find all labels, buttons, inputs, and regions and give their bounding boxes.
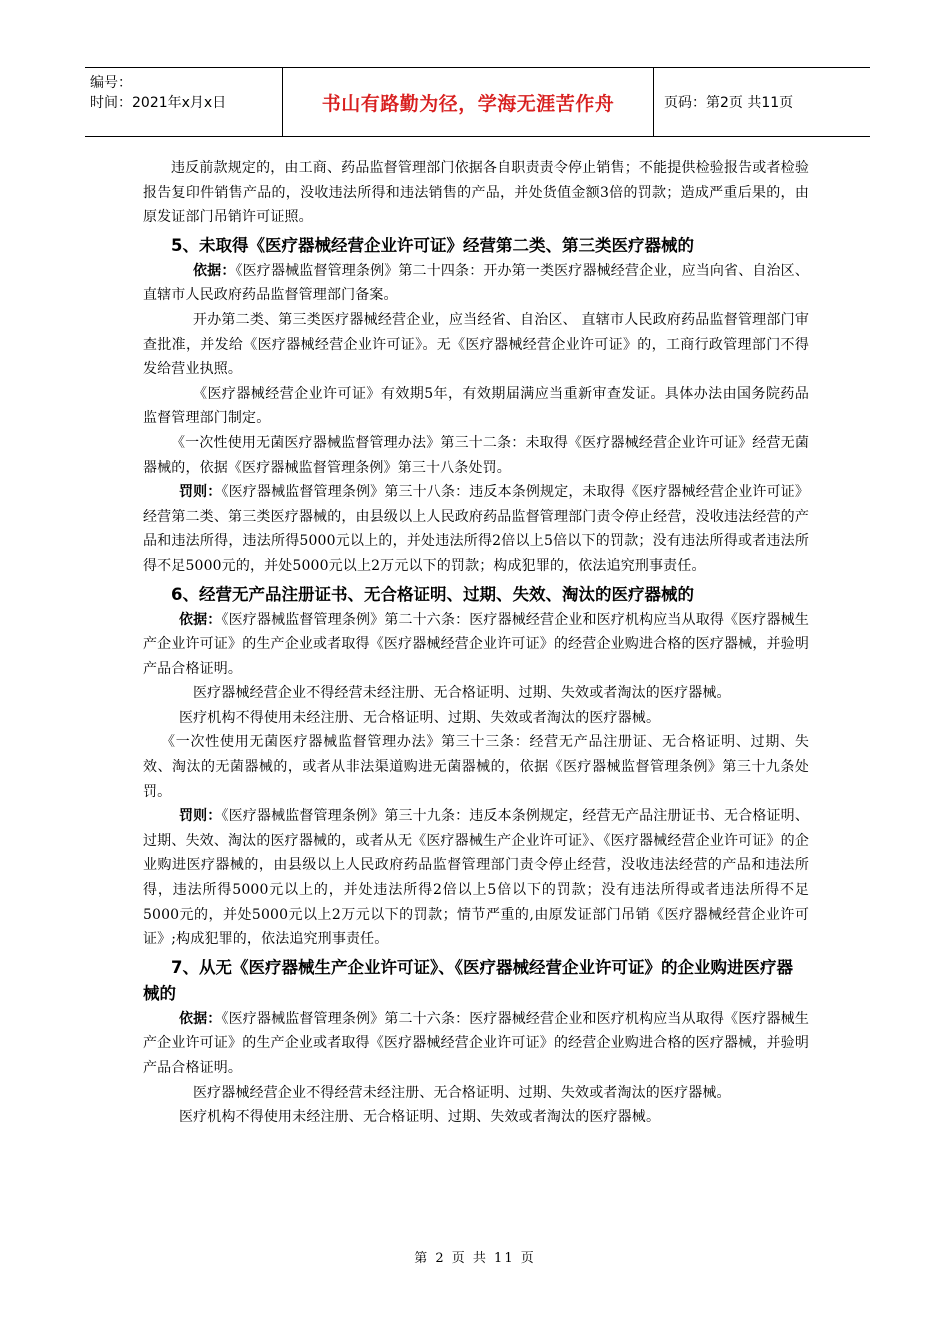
paragraph-text: 《医疗器械监督管理条例》第二十六条：医疗器械经营企业和医疗机构应当从取得《医疗器械生产企业许可证》的生产企业或者取得《医疗器械经营企业许可证》的经营企业购进合格的医疗器械，并验明产品合格证明。	[143, 1010, 809, 1076]
paragraph-text: 《医疗器械监督管理条例》第二十六条：医疗器械经营企业和医疗机构应当从取得《医疗器械生产企业许可证》的生产企业或者取得《医疗器械经营企业许可证》的经营企业购进合格的医疗器械，并验明产品合格证明。	[143, 611, 809, 677]
section-heading-7: 7、从无《医疗器械生产企业许可证》、《医疗器械经营企业许可证》的企业购进医疗器械的	[143, 957, 793, 1003]
paragraph: 违反前款规定的，由工商、药品监督管理部门依据各自职责责令停止销售；不能提供检验报告或者检验报告复印件销售产品的，没收违法所得和违法销售的产品，并处货值金额3倍的罚款；造成严重后果的，由原发证部门吊销许可证照。	[143, 160, 809, 226]
section-heading-6: 6、经营无产品注册证书、无合格证明、过期、失效、淘汰的医疗器械的	[171, 584, 694, 604]
document-date: 时间：2021年x月x日	[90, 95, 227, 111]
basis-label: 依据：	[179, 611, 222, 628]
paragraph: 医疗器械经营企业不得经营未经注册、无合格证明、过期、失效或者淘汰的医疗器械。	[193, 685, 731, 702]
paragraph-text: 《医疗器械监督管理条例》第三十八条：违反本条例规定，未取得《医疗器械经营企业许可证》经营第二类、第三类医疗器械的，由县级以上人民政府药品监督管理部门责令停止经营，没收违法经营的产品和违法所得，违法所得5000元以上的，并处违法所得2倍以上5倍以下的罚款；没有违法所得或者违法所得不足5000元的，并处5000元以上2万元以下的罚款；构成犯罪的，依法追究刑事责任。	[143, 484, 809, 574]
header-meta	[85, 68, 283, 136]
paragraph: 《一次性使用无菌医疗器械监督管理办法》第三十二条：未取得《医疗器械经营企业许可证》经营无菌器械的，依据《医疗器械监督管理条例》第三十八条处罚。	[143, 434, 809, 476]
paragraph-penalty	[143, 480, 809, 578]
paragraph: 医疗机构不得使用未经注册、无合格证明、过期、失效或者淘汰的医疗器械。	[179, 709, 661, 726]
header-page-number: 页码：第2页 共11页	[664, 95, 794, 111]
paragraph-basis	[143, 259, 809, 308]
page-footer: 第 2 页 共 11 页	[414, 1251, 536, 1266]
section-heading-5: 5、未取得《医疗器械经营企业许可证》经营第二类、第三类医疗器械的	[171, 235, 694, 255]
paragraph: 《医疗器械经营企业许可证》有效期5年，有效期届满应当重新审查发证。具体办法由国务院药品监督管理部门制定。	[143, 385, 809, 427]
paragraph-basis	[143, 1007, 809, 1081]
page-header	[85, 67, 870, 137]
penalty-label: 罚则：	[179, 808, 222, 825]
header-motto: 书山有路勤为径，学海无涯苦作舟	[283, 68, 654, 136]
paragraph: 医疗机构不得使用未经注册、无合格证明、过期、失效或者淘汰的医疗器械。	[179, 1109, 661, 1126]
basis-label: 依据：	[193, 262, 236, 279]
paragraph-text: 《医疗器械监督管理条例》第二十四条：开办第一类医疗器械经营企业，应当向省、自治区、直辖市人民政府药品监督管理部门备案。	[143, 262, 809, 304]
document-body	[143, 156, 809, 1130]
document-number: 编号：	[90, 75, 132, 91]
basis-label: 依据：	[179, 1010, 222, 1027]
paragraph: 医疗器械经营企业不得经营未经注册、无合格证明、过期、失效或者淘汰的医疗器械。	[193, 1084, 731, 1101]
paragraph-penalty	[143, 804, 809, 952]
paragraph: 开办第二类、第三类医疗器械经营企业，应当经省、自治区、 直辖市人民政府药品监督管理部门审查批准，并发给《医疗器械经营企业许可证》。无《医疗器械经营企业许可证》的，工商行政管理部门不得发给营业执照。	[143, 311, 809, 378]
penalty-label: 罚则：	[179, 484, 222, 501]
paragraph-text: 《医疗器械监督管理条例》第三十九条：违反本条例规定，经营无产品注册证书、无合格证明、过期、失效、淘汰的医疗器械的，或者从无《医疗器械生产企业许可证》、《医疗器械经营企业许可证》的企业购进医疗器械的，由县级以上人民政府药品监督管理部门责令停止经营，没收违法经营的产品和违法所得，违法所得5000元以上的，并处违法所得2倍以上5倍以下的罚款；没有违法所得或者违法所得不足5000元的，并处5000元以上2万元以下的罚款；情节严重的,由原发证部门吊销《医疗器械经营企业许可证》;构成犯罪的，依法追究刑事责任。	[143, 808, 809, 948]
paragraph: 《一次性使用无菌医疗器械监督管理办法》第三十三条：经营无产品注册证、无合格证明、过期、失效、淘汰的无菌器械的，或者从非法渠道购进无菌器械的，依据《医疗器械监督管理条例》第三十九条处罚。	[143, 734, 809, 800]
paragraph-basis	[143, 608, 809, 682]
